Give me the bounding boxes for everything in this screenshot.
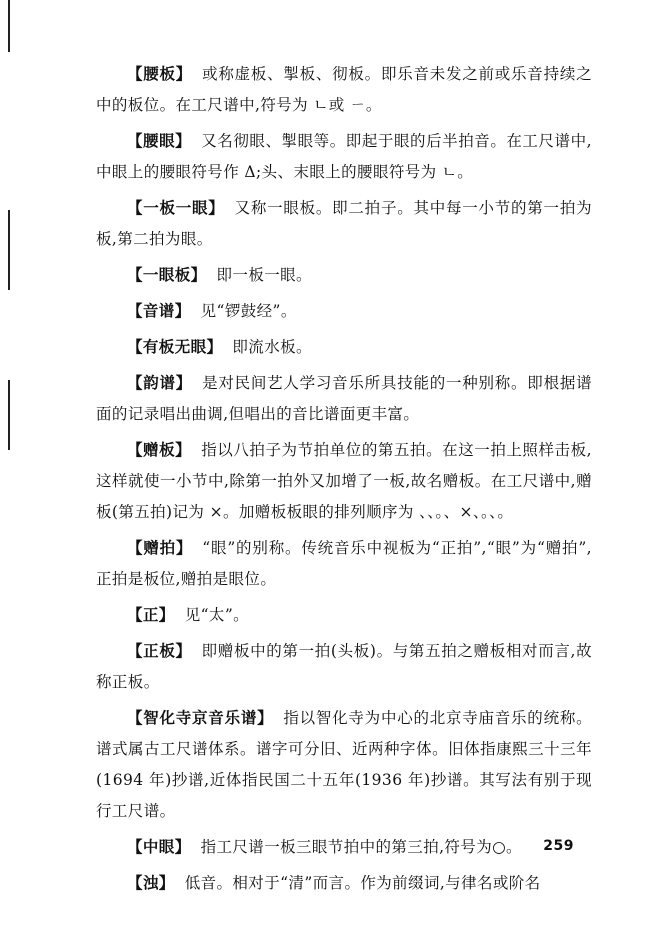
entry-definition: 低音。相对于“清”而言。作为前缀词,与律名或阶名 <box>184 874 541 892</box>
glossary-entry <box>96 702 592 827</box>
entry-definition: 又称一眼板。即二拍子。其中每一小节的第一拍为板,第二拍为眼。 <box>96 199 592 248</box>
entry-term: 【浊】 <box>127 873 175 892</box>
glossary-entry <box>96 295 592 327</box>
margin-line <box>8 210 10 290</box>
entry-definition: 即赠板中的第一拍(头板)。与第五拍之赠板相对而言,故称正板。 <box>96 642 592 691</box>
entry-term: 【正板】 <box>127 641 192 660</box>
page-number: 259 <box>543 838 574 854</box>
entry-definition: 即一板一眼。 <box>216 266 312 284</box>
entry-term: 【一眼板】 <box>127 265 207 284</box>
entry-definition: “眼”的别称。传统音乐中视板为“正拍”,“眼”为“赠拍”,正拍是板位,赠拍是眼位。 <box>96 539 592 588</box>
margin-line <box>8 380 10 450</box>
glossary-entry <box>96 259 592 291</box>
entry-definition: 是对民间艺人学习音乐所具技能的一种别称。即根据谱面的记录唱出曲调,但唱出的音比谱面更丰富。 <box>96 374 592 423</box>
entry-term: 【赠拍】 <box>127 538 193 557</box>
entry-definition: 又名彻眼、掣眼等。即起于眼的后半拍音。在工尺谱中,中眼上的腰眼符号作 Δ;头、末眼上的腰眼符号为 ㄴ。 <box>96 132 592 181</box>
glossary-entry <box>96 367 592 430</box>
entry-term: 【韵谱】 <box>127 373 193 392</box>
entry-definition: 即流水板。 <box>232 338 312 356</box>
entry-definition: 指以八拍子为节拍单位的第五拍。在这一拍上照样击板,这样就使一小节中,除第一拍外又加增了一板,故名赠板。在工尺谱中,赠板(第五拍)记为 ×。加赠板板眼的排列顺序为 、、。、×、。、。 <box>96 441 592 521</box>
entry-definition: 见“锣鼓经”。 <box>200 302 297 320</box>
glossary-entries <box>96 58 592 903</box>
entry-term: 【智化寺京音乐谱】 <box>127 708 274 727</box>
glossary-entry <box>96 331 592 363</box>
entry-definition: 见“太”。 <box>184 606 250 624</box>
glossary-entry <box>96 867 592 899</box>
glossary-entry <box>96 434 592 528</box>
glossary-entry <box>96 58 592 121</box>
entry-term: 【一板一眼】 <box>127 198 225 217</box>
glossary-entry <box>96 125 592 188</box>
entry-definition: 指工尺谱一板三眼节拍中的第三拍,符号为○。 <box>200 838 522 856</box>
entry-definition: 指以智化寺为中心的北京寺庙音乐的统称。谱式属古工尺谱体系。谱字可分旧、近两种字体。旧体指康熙三十三年(1694 年)抄谱,近体指民国二十五年(1936 年)抄谱。其写法有别于现行工尺谱。 <box>96 709 592 820</box>
glossary-entry <box>96 192 592 255</box>
glossary-entry <box>96 635 592 698</box>
entry-term: 【音谱】 <box>127 301 191 320</box>
glossary-entry <box>96 831 592 863</box>
entry-term: 【有板无眼】 <box>127 337 223 356</box>
margin-line <box>8 0 10 52</box>
entry-definition: 或称虚板、掣板、彻板。即乐音未发之前或乐音持续之中的板位。在工尺谱中,符号为 ㄴ或 ㄧ。 <box>96 65 592 114</box>
entry-term: 【中眼】 <box>127 837 191 856</box>
entry-term: 【腰眼】 <box>127 131 192 150</box>
entry-term: 【赠板】 <box>127 440 192 459</box>
glossary-entry <box>96 599 592 631</box>
glossary-entry <box>96 532 592 595</box>
entry-term: 【正】 <box>127 605 175 624</box>
entry-term: 【腰板】 <box>127 64 193 83</box>
